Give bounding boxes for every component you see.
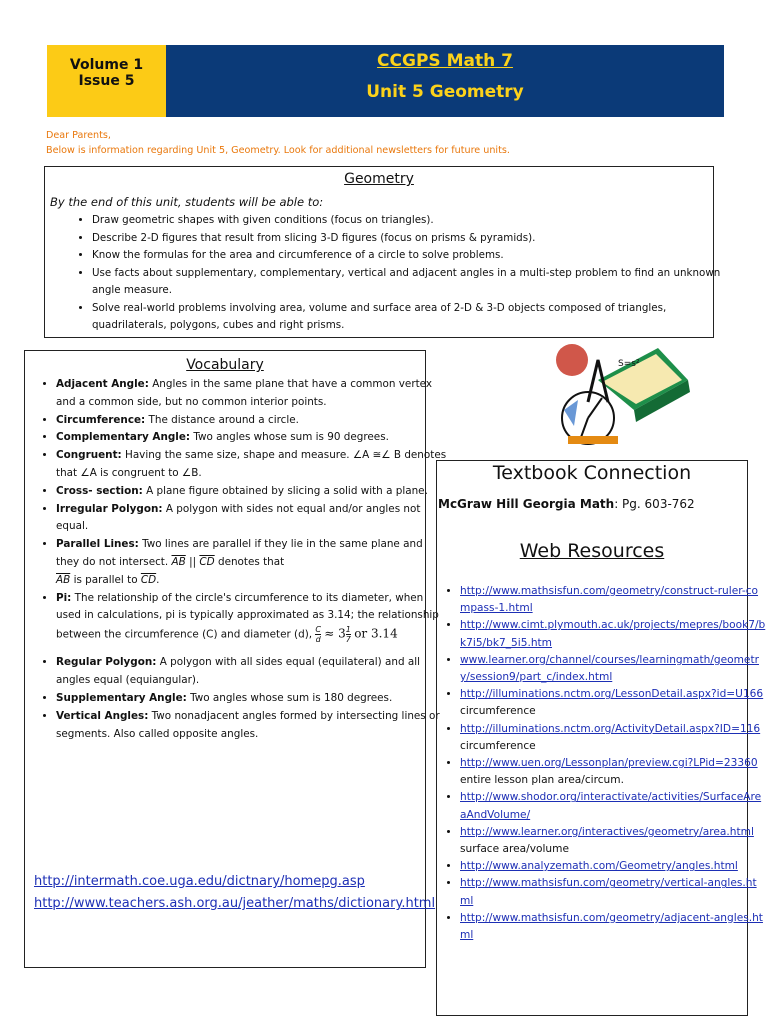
web-resource-note: circumference	[460, 739, 536, 752]
vocab-item	[56, 447, 448, 483]
vocab-def: Two angles whose sum is 180 degrees.	[190, 692, 393, 705]
vocab-term: Regular Polygon:	[56, 656, 157, 669]
geometry-clipart	[538, 340, 698, 450]
web-resource-link[interactable]: http://illuminations.nctm.org/ActivityDetail.aspx?ID=116	[460, 722, 761, 735]
web-resource-note: surface area/volume	[460, 843, 569, 856]
segment-cd: $\overline{CD}$	[140, 573, 157, 586]
vocabulary-list	[34, 376, 448, 743]
vocab-term: Supplementary Angle:	[56, 692, 187, 705]
segment-cd: $\overline{CD}$	[199, 555, 215, 568]
vocabulary-title: Vocabulary	[186, 357, 264, 373]
vocab-term: Pi:	[56, 591, 72, 604]
clipart-formula: S=s²	[618, 359, 640, 369]
vocab-def: Angles in the same plane that have a common vertex and a common side, but no common interior points.	[56, 378, 433, 408]
web-resource-item	[460, 617, 766, 651]
vocab-item	[56, 690, 448, 708]
web-resource-item	[460, 910, 766, 944]
objective-item: • Solve real-world problems involving area, volume and surface area of 2-D & 3-D objects composed of triangles, quadrilaterals, polygons, cubes and right prisms.	[92, 300, 726, 335]
geometry-objectives	[70, 212, 726, 335]
dictionary-link-intermath[interactable]: http://intermath.coe.uga.edu/dictnary/homepg.asp	[34, 874, 365, 889]
vocab-term: Cross- section:	[56, 484, 143, 497]
volume-label: Volume 1 Issue 5	[69, 57, 144, 89]
newsletter-subtitle: Unit 5 Geometry	[366, 82, 524, 102]
web-resource-item	[460, 652, 766, 686]
web-resource-link[interactable]: http://illuminations.nctm.org/LessonDetail.aspx?id=U166	[460, 688, 764, 701]
pi-mixed-fraction	[346, 625, 351, 644]
web-resource-item	[460, 583, 766, 617]
vocab-term: Vertical Angles:	[56, 709, 149, 722]
web-resource-link[interactable]: http://www.cimt.plymouth.ac.uk/projects/mepres/book7/bk7i5/bk7_5i5.htm	[460, 619, 766, 649]
objective-item: • Describe 2-D figures that result from slicing 3-D figures (focus on prisms & pyramids).	[92, 230, 726, 248]
geometry-intro: By the end of this unit, students will be able to:	[50, 195, 324, 209]
objective-item: • Know the formulas for the area and circumference of a circle to solve problems.	[92, 247, 726, 265]
web-resource-link[interactable]: http://www.uen.org/Lessonplan/preview.cgi?LPid=23360	[460, 757, 758, 770]
frac-numerator: 1	[345, 625, 351, 635]
web-resource-item	[460, 858, 766, 875]
web-resource-link[interactable]: http://www.mathsisfun.com/geometry/construct-ruler-compass-1.html	[460, 585, 759, 615]
parents-intro: Below is information regarding Unit 5, Geometry. Look for additional newsletters for future units.	[46, 145, 510, 156]
geometry-title: Geometry	[344, 171, 414, 187]
vocab-def: A polygon with all sides equal (equilateral) and all angles equal (equiangular).	[56, 656, 421, 687]
dictionary-link-teachers[interactable]: http://www.teachers.ash.org.au/jeather/maths/dictionary.html	[34, 896, 436, 911]
objective-item: • Use facts about supplementary, complementary, vertical and adjacent angles in a multi-step problem to find an unknown angle measure.	[92, 265, 726, 300]
web-resource-item	[460, 721, 766, 755]
web-resource-item	[460, 875, 766, 909]
vocab-item	[56, 483, 448, 501]
web-resource-link[interactable]: http://www.analyzemath.com/Geometry/angles.html	[460, 860, 738, 873]
vocab-def: The distance around a circle.	[148, 413, 299, 426]
textbook-name: McGraw Hill Georgia Math	[438, 497, 615, 511]
frac-denominator: d	[315, 635, 321, 645]
vocab-def: A polygon with sides not equal and/or angles not equal.	[56, 502, 421, 533]
vocab-def: Two angles whose sum is 90 degrees.	[193, 431, 389, 444]
segment-ab: $\overline{AB}$	[171, 555, 186, 568]
web-resource-link[interactable]: http://www.mathsisfun.com/geometry/adjacent-angles.html	[460, 911, 763, 942]
vocab-item	[56, 654, 448, 690]
web-resource-link[interactable]: http://www.shodor.org/interactivate/activities/SurfaceAreaAndVolume/	[460, 791, 762, 821]
frac-numerator: C	[315, 625, 321, 635]
web-resource-link[interactable]: www.learner.org/channel/courses/learningmath/geometry/session9/part_c/index.html	[460, 653, 759, 684]
textbook-reference	[438, 497, 695, 511]
vocab-term: Complementary Angle:	[56, 431, 191, 444]
vocab-term: Congruent:	[56, 449, 122, 462]
list-spacer	[56, 644, 448, 654]
vocab-term: Irregular Polygon:	[56, 502, 163, 515]
vocab-def: Having the same size, shape and measure. ∠A ≅∠ B denotes that ∠A is congruent to ∠B.	[56, 449, 447, 479]
vocab-def: A plane figure obtained by slicing a solid with a plane.	[146, 484, 428, 497]
web-resource-note: entire lesson plan area/circum.	[460, 774, 624, 787]
web-resource-item	[460, 789, 766, 823]
web-resource-link[interactable]: http://www.mathsisfun.com/geometry/vertical-angles.html	[460, 877, 757, 907]
vocab-period: .	[156, 573, 160, 586]
vocab-item	[56, 412, 448, 430]
vocab-def: The relationship of the circle's circumference to its diameter, when used in calculations, pi is typically approximated as 3.14; the relationship between the circumference (C) and diameter (d),	[56, 591, 439, 641]
objective-item: • Draw geometric shapes with given conditions (focus on triangles).	[92, 212, 726, 230]
web-resource-link[interactable]: http://www.learner.org/interactives/geometry/area.html	[460, 825, 754, 838]
textbook-pages: : Pg. 603-762	[614, 497, 695, 511]
newsletter-title: CCGPS Math 7	[377, 51, 513, 71]
web-resource-note: circumference	[460, 705, 536, 718]
frac-denominator: 7	[345, 635, 351, 645]
vocab-item	[56, 376, 448, 412]
parallel-symbol: ||	[189, 555, 197, 568]
parents-greeting: Dear Parents,	[46, 130, 111, 141]
pi-fraction	[315, 625, 321, 644]
pi-decimal: or 3.14	[354, 626, 398, 641]
vocab-item	[56, 536, 448, 589]
vocab-term: Parallel Lines:	[56, 538, 139, 551]
web-resources-title: Web Resources	[519, 540, 665, 562]
web-resources-list	[440, 583, 766, 944]
vocab-def: Two lines are parallel if they lie in the same plane and they do not intersect.	[56, 538, 423, 568]
pi-approx: ≈ 3	[324, 626, 346, 641]
vocab-def: Two nonadjacent angles formed by intersecting lines or segments. Also called opposite angles.	[56, 709, 440, 740]
web-resource-item	[460, 755, 766, 789]
vocab-def-cont: denotes that	[217, 555, 285, 568]
textbook-title: Textbook Connection	[492, 462, 692, 484]
vocab-item	[56, 429, 448, 447]
vocab-term: Circumference:	[56, 413, 146, 426]
web-resource-item	[460, 824, 766, 858]
vocab-def-cont: is parallel to	[73, 573, 138, 586]
vocab-item	[56, 590, 448, 645]
segment-ab: $\overline{AB}$	[56, 573, 71, 586]
vocab-item	[56, 708, 448, 744]
vocab-term: Adjacent Angle:	[56, 378, 149, 390]
web-resource-item	[460, 686, 766, 720]
vocab-item	[56, 501, 448, 537]
